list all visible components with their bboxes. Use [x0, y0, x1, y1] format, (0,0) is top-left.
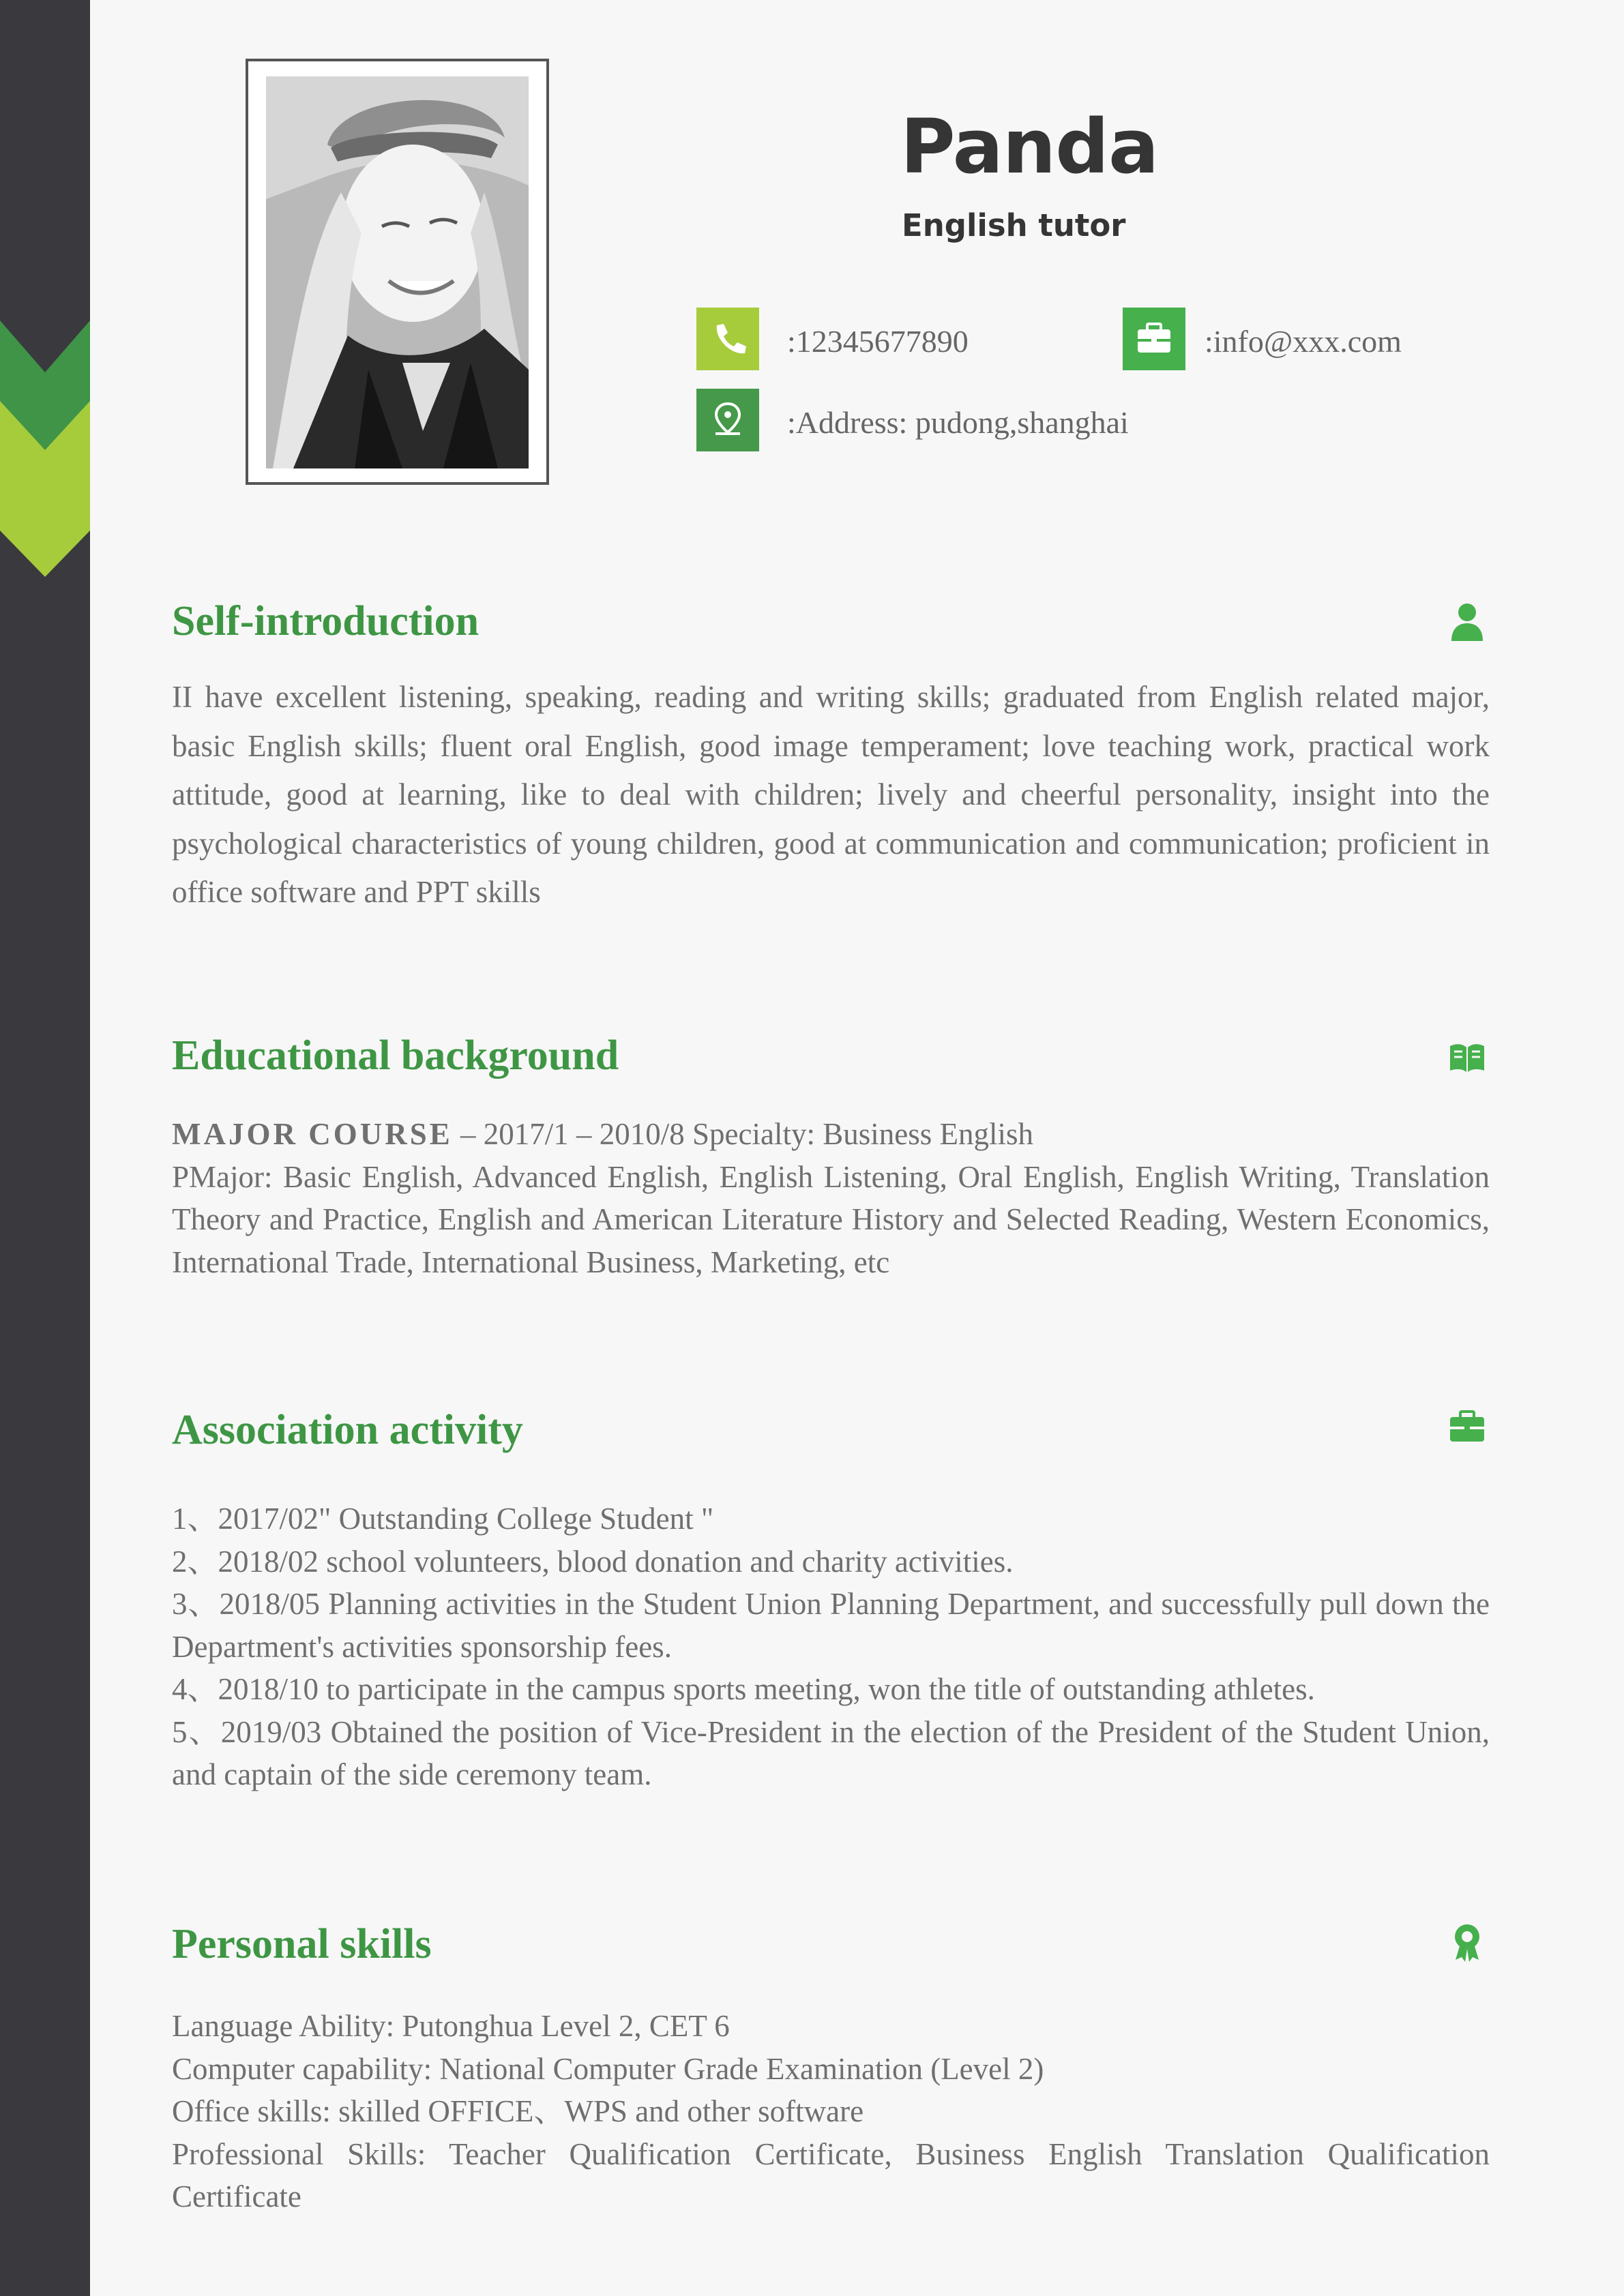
skills-list [172, 2005, 1490, 2218]
candidate-name: Panda [900, 103, 1159, 190]
list-item: 2、2018/02 school volunteers, blood donation and charity activities. [172, 1544, 1014, 1579]
location-pin-icon [696, 389, 759, 451]
award-icon [1447, 1922, 1487, 1963]
list-item: 3、2018/05 Planning activities in the Student Union Planning Department, and successfully pull down the Department's activities sponsorship fees. [172, 1587, 1490, 1664]
education-content [172, 1113, 1490, 1283]
major-course-label: MAJOR COURSE [172, 1117, 453, 1151]
association-list [172, 1497, 1490, 1796]
list-item: Computer capability: National Computer Grade Examination (Level 2) [172, 2051, 1044, 2086]
section-title-association-activity: Association activity [172, 1407, 523, 1453]
job-title: English tutor [902, 207, 1126, 243]
list-item: Office skills: skilled OFFICE、WPS and other software [172, 2094, 864, 2128]
email-address: :info@xxx.com [1205, 324, 1402, 359]
self-introduction-text: II have excellent listening, speaking, reading and writing skills; graduated from English related major, basic English skills; fluent oral English, good image temperament; love teaching work, practical work attitude, good at learning, like to deal with children; lively and cheerful personality, insight into the psychological characteristics of young children, good at communication and communication; proficient in office software and PPT skills [172, 680, 1490, 909]
section-title-educational-background: Educational background [172, 1032, 619, 1079]
list-item: Professional Skills: Teacher Qualification Certificate, Business English Translation Qualification Certificate [172, 2136, 1490, 2213]
user-icon [1447, 601, 1487, 642]
list-item: Language Ability: Putonghua Level 2, CET 6 [172, 2009, 730, 2043]
course-dates: – 2017/1 – 2010/8 Specialty: Business English [452, 1117, 1034, 1151]
list-item: 1、2017/02" Outstanding College Student " [172, 1502, 714, 1536]
briefcase-icon [1123, 308, 1185, 370]
address: :Address: pudong,shanghai [787, 405, 1129, 440]
list-item: 5、2019/03 Obtained the position of Vice-President in the election of the President of the Student Union, and captain of the side ceremony team. [172, 1714, 1490, 1791]
profile-photo-frame [246, 59, 549, 485]
briefcase-icon [1447, 1407, 1487, 1448]
book-icon [1447, 1037, 1487, 1077]
section-title-self-introduction: Self-introduction [172, 598, 479, 644]
chevron-decoration [0, 320, 90, 580]
phone-icon [696, 308, 759, 370]
section-title-personal-skills: Personal skills [172, 1921, 432, 1967]
course-details: PMajor: Basic English, Advanced English, English Listening, Oral English, English Writing, Translation Theory and Practice, English and American Literature History and Selected Reading, Western Economics, International Trade, International Business, Marketing, etc [172, 1159, 1490, 1279]
course-line [172, 1113, 1490, 1156]
phone-number: :12345677890 [787, 324, 969, 359]
list-item: 4、2018/10 to participate in the campus sports meeting, won the title of outstanding athletes. [172, 1672, 1315, 1706]
profile-photo [266, 76, 529, 468]
